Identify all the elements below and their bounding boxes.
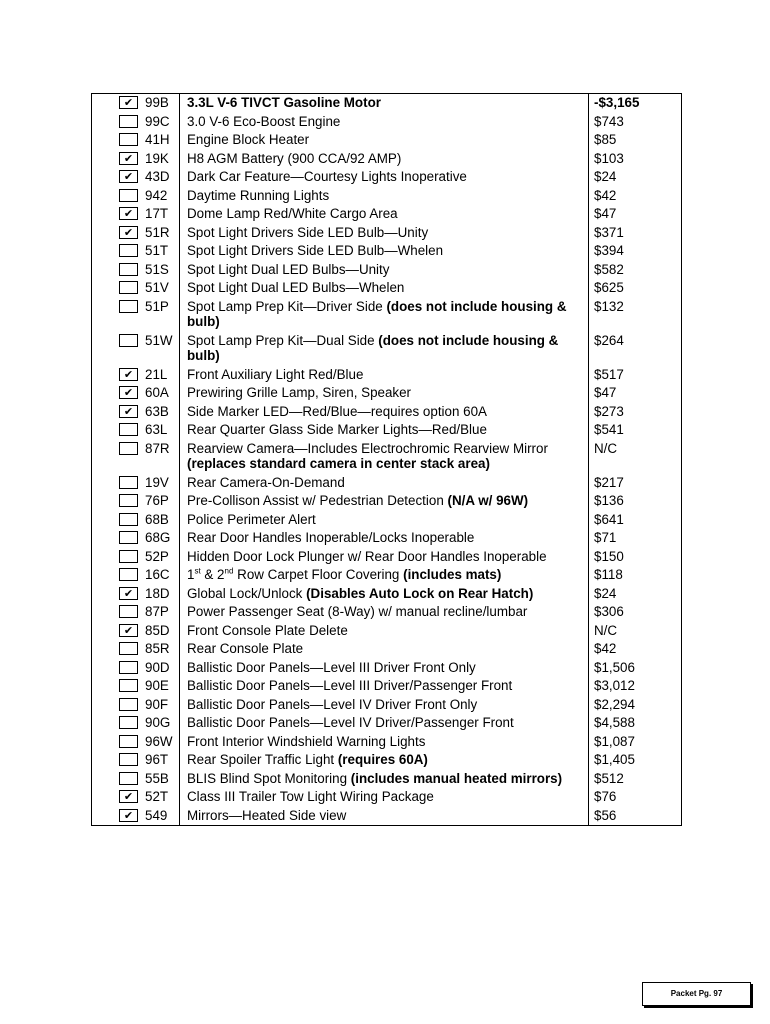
option-rows (92, 94, 682, 826)
option-row (92, 548, 682, 567)
option-checkbox[interactable] (119, 513, 138, 526)
option-description (180, 187, 589, 206)
option-description (180, 807, 589, 826)
description-segment: Front Interior Windshield Warning Lights (187, 733, 426, 749)
checkmark-icon: ✔ (123, 367, 134, 381)
option-checkbox[interactable] (119, 281, 138, 294)
option-code: 19K (145, 150, 169, 166)
option-price: $394 (589, 242, 682, 261)
option-code-cell (92, 150, 180, 169)
option-price: $306 (589, 603, 682, 622)
option-price: $371 (589, 224, 682, 243)
option-price: $582 (589, 261, 682, 280)
option-code: 51W (145, 332, 173, 348)
option-code: 63L (145, 422, 168, 437)
description-segment: Ballistic Door Panels—Level III Driver Front Only (187, 659, 476, 675)
option-code: 51R (145, 224, 170, 240)
option-checkbox[interactable] (119, 115, 138, 128)
option-checkbox[interactable] (119, 300, 138, 313)
option-checkbox[interactable] (119, 226, 138, 239)
checkmark-icon: ✔ (123, 790, 134, 803)
option-description (180, 279, 589, 298)
description-segment: nd (224, 566, 234, 576)
option-price: $641 (589, 511, 682, 530)
option-code-cell (92, 279, 180, 298)
option-row (92, 94, 682, 113)
option-code-cell (92, 733, 180, 752)
option-row (92, 150, 682, 169)
option-description (180, 770, 589, 789)
option-description (180, 403, 589, 422)
option-code: 55B (145, 770, 169, 786)
option-row (92, 585, 682, 604)
description-segment: Global Lock/Unlock (187, 585, 307, 601)
option-checkbox[interactable] (119, 170, 138, 183)
option-price: $4,588 (589, 714, 682, 733)
option-price: $1,087 (589, 733, 682, 752)
option-description (180, 677, 589, 696)
option-code-cell (92, 659, 180, 678)
option-row (92, 603, 682, 622)
option-code-cell (92, 366, 180, 385)
description-segment: Spot Lamp Prep Kit—Dual Side (187, 332, 379, 348)
description-segment: Dark Car Feature—Courtesy Lights Inoperative (187, 169, 467, 184)
checkmark-icon: ✔ (123, 623, 134, 637)
option-checkbox[interactable] (119, 133, 138, 146)
description-segment: (includes mats) (403, 567, 502, 582)
option-description (180, 714, 589, 733)
option-row (92, 751, 682, 770)
option-code: 51V (145, 280, 169, 295)
option-description (180, 548, 589, 567)
option-code-cell (92, 384, 180, 403)
description-segment: (requires 60A) (337, 752, 428, 767)
option-code: 18D (145, 585, 170, 601)
option-code: 52T (145, 789, 169, 804)
option-code-cell (92, 788, 180, 807)
option-description (180, 298, 589, 332)
options-table (91, 93, 682, 826)
option-description (180, 788, 589, 807)
option-description (180, 492, 589, 511)
option-row (92, 733, 682, 752)
option-checkbox[interactable] (119, 605, 138, 618)
option-row (92, 566, 682, 585)
description-segment: Engine Block Heater (187, 132, 310, 147)
description-segment: (N/A w/ 96W) (447, 493, 529, 508)
option-row (92, 332, 682, 366)
option-checkbox[interactable] (119, 96, 138, 109)
checkmark-icon: ✔ (123, 808, 134, 822)
option-checkbox[interactable] (119, 476, 138, 489)
option-code: 76P (145, 493, 169, 508)
option-checkbox[interactable] (119, 550, 138, 563)
option-price: $47 (589, 205, 682, 224)
option-description (180, 474, 589, 493)
option-code-cell (92, 242, 180, 261)
option-description (180, 261, 589, 280)
description-segment: Spot Light Drivers Side LED Bulb—Whelen (187, 243, 444, 258)
option-description (180, 131, 589, 150)
option-code-cell (92, 421, 180, 440)
description-segment: Daytime Running Lights (187, 187, 330, 203)
option-code-cell (92, 714, 180, 733)
option-row (92, 421, 682, 440)
option-code: 942 (145, 187, 168, 203)
description-segment: Ballistic Door Panels—Level III Driver/Passenger Front (187, 678, 513, 693)
description-segment: (Disables Auto Lock on Rear Hatch) (306, 585, 534, 601)
option-code: 87R (145, 440, 170, 456)
option-code-cell (92, 511, 180, 530)
option-code-cell (92, 566, 180, 585)
option-row (92, 788, 682, 807)
option-price: $512 (589, 770, 682, 789)
description-segment: Dome Lamp Red/White Cargo Area (187, 206, 398, 221)
description-segment: Class III Trailer Tow Light Wiring Package (187, 789, 434, 804)
checkmark-icon: ✔ (123, 170, 134, 183)
option-checkbox[interactable] (119, 642, 138, 655)
option-description (180, 733, 589, 752)
description-segment: Rear Quarter Glass Side Marker Lights—Red/Blue (187, 422, 487, 437)
option-row (92, 511, 682, 530)
option-price: $3,012 (589, 677, 682, 696)
option-checkbox[interactable] (119, 442, 138, 455)
option-checkbox[interactable] (119, 679, 138, 692)
option-checkbox[interactable] (119, 334, 138, 347)
option-description (180, 566, 589, 585)
option-code: 96W (145, 733, 173, 749)
option-price: $273 (589, 403, 682, 422)
option-description (180, 224, 589, 243)
option-row (92, 224, 682, 243)
option-code: 19V (145, 474, 169, 490)
option-description (180, 113, 589, 132)
option-row (92, 770, 682, 789)
description-segment: (includes manual heated mirrors) (350, 770, 563, 786)
option-description (180, 421, 589, 440)
option-checkbox[interactable] (119, 790, 138, 803)
option-row (92, 298, 682, 332)
option-row (92, 205, 682, 224)
packet-page-label: Packet Pg. 97 (642, 982, 751, 1006)
checkmark-icon: ✔ (123, 96, 134, 109)
option-price: $103 (589, 150, 682, 169)
description-segment: Prewiring Grille Lamp, Siren, Speaker (187, 385, 412, 400)
checkmark-icon: ✔ (123, 386, 134, 399)
option-price: $1,506 (589, 659, 682, 678)
option-price: $2,294 (589, 696, 682, 715)
option-price: -$3,165 (589, 94, 682, 113)
checkmark-icon: ✔ (123, 586, 134, 600)
description-segment: Rear Camera-On-Demand (187, 474, 345, 490)
option-price: N/C (589, 622, 682, 641)
description-segment: 3.3L V-6 TIVCT Gasoline Motor (187, 95, 381, 110)
option-code: 17T (145, 206, 169, 221)
option-code-cell (92, 205, 180, 224)
option-checkbox[interactable] (119, 772, 138, 785)
option-checkbox[interactable] (119, 263, 138, 276)
option-description (180, 168, 589, 187)
description-segment: H8 AGM Battery (900 CCA/92 AMP) (187, 150, 402, 166)
option-code-cell (92, 603, 180, 622)
option-description (180, 696, 589, 715)
option-code: 90F (145, 696, 169, 712)
option-code: 549 (145, 807, 168, 823)
option-price: $42 (589, 640, 682, 659)
option-code-cell (92, 440, 180, 474)
option-checkbox[interactable] (119, 423, 138, 436)
option-checkbox[interactable] (119, 152, 138, 165)
description-segment: 3.0 V-6 Eco-Boost Engine (187, 113, 341, 129)
option-description (180, 511, 589, 530)
option-price: $217 (589, 474, 682, 493)
option-row (92, 187, 682, 206)
option-code-cell (92, 332, 180, 366)
option-checkbox[interactable] (119, 698, 138, 711)
option-description (180, 622, 589, 641)
option-checkbox[interactable] (119, 568, 138, 581)
description-segment: Power Passenger Seat (8-Way) w/ manual recline/lumbar (187, 604, 528, 619)
option-price: $1,405 (589, 751, 682, 770)
description-segment: Rear Spoiler Traffic Light (187, 752, 338, 767)
description-segment: & 2 (200, 567, 225, 582)
option-price: N/C (589, 440, 682, 474)
option-code-cell (92, 113, 180, 132)
option-price: $150 (589, 548, 682, 567)
option-code: 51P (145, 298, 169, 314)
option-description (180, 332, 589, 366)
description-segment: Rear Door Handles Inoperable/Locks Inoperable (187, 530, 475, 545)
option-code-cell (92, 751, 180, 770)
option-checkbox[interactable] (119, 531, 138, 544)
option-checkbox[interactable] (119, 809, 138, 822)
option-row (92, 696, 682, 715)
option-code: 90E (145, 678, 169, 693)
option-checkbox[interactable] (119, 753, 138, 766)
option-price: $85 (589, 131, 682, 150)
option-checkbox[interactable] (119, 716, 138, 729)
description-segment: Rearview Camera—Includes Electrochromic Rearview Mirror (187, 440, 548, 456)
option-price: $56 (589, 807, 682, 826)
option-code-cell (92, 770, 180, 789)
option-code-cell (92, 224, 180, 243)
description-segment: BLIS Blind Spot Monitoring (187, 770, 351, 786)
option-code: 41H (145, 132, 170, 147)
option-code: 16C (145, 567, 170, 582)
description-segment: Front Auxiliary Light Red/Blue (187, 366, 364, 382)
option-code: 90D (145, 659, 170, 675)
option-code-cell (92, 187, 180, 206)
description-segment: Ballistic Door Panels—Level IV Driver/Passenger Front (187, 715, 514, 730)
option-description (180, 529, 589, 548)
option-code: 87P (145, 604, 169, 619)
option-row (92, 384, 682, 403)
option-price: $47 (589, 384, 682, 403)
option-description (180, 94, 589, 113)
option-description (180, 384, 589, 403)
option-description (180, 585, 589, 604)
description-segment: Ballistic Door Panels—Level IV Driver Front Only (187, 696, 478, 712)
description-segment: (does not include housing & bulb) (187, 298, 567, 329)
option-row (92, 403, 682, 422)
option-row (92, 113, 682, 132)
option-description (180, 751, 589, 770)
option-code: 85R (145, 641, 170, 656)
option-row (92, 714, 682, 733)
option-code-cell (92, 677, 180, 696)
option-code-cell (92, 474, 180, 493)
description-segment: (does not include housing & bulb) (187, 332, 559, 363)
option-code-cell (92, 298, 180, 332)
description-segment: (replaces standard camera in center stack area) (187, 456, 490, 471)
option-description (180, 659, 589, 678)
option-description (180, 640, 589, 659)
description-segment: Side Marker LED—Red/Blue—requires option 60A (187, 403, 487, 419)
option-row (92, 529, 682, 548)
option-code: 96T (145, 752, 169, 767)
option-row (92, 440, 682, 474)
option-code-cell (92, 261, 180, 280)
option-code: 99B (145, 95, 169, 110)
option-code: 21L (145, 366, 168, 382)
option-code-cell (92, 492, 180, 511)
description-segment: Row Carpet Floor Covering (233, 567, 404, 582)
option-code-cell (92, 640, 180, 659)
option-code: 51T (145, 243, 169, 258)
description-segment: Spot Light Drivers Side LED Bulb—Unity (187, 224, 429, 240)
description-segment: 1 (187, 567, 195, 582)
option-price: $136 (589, 492, 682, 511)
option-row (92, 659, 682, 678)
option-row (92, 807, 682, 826)
option-code-cell (92, 168, 180, 187)
option-price: $42 (589, 187, 682, 206)
option-row (92, 640, 682, 659)
description-segment: Mirrors—Heated Side view (187, 807, 347, 823)
description-segment: Spot Light Dual LED Bulbs—Whelen (187, 280, 405, 295)
option-code-cell (92, 94, 180, 113)
option-code: 51S (145, 261, 169, 277)
description-segment: Hidden Door Lock Plunger w/ Rear Door Handles Inoperable (187, 548, 547, 564)
option-row (92, 366, 682, 385)
option-price: $264 (589, 332, 682, 366)
option-row (92, 242, 682, 261)
checkmark-icon: ✔ (123, 225, 134, 239)
option-code: 63B (145, 403, 169, 419)
option-code-cell (92, 529, 180, 548)
option-price: $625 (589, 279, 682, 298)
option-row (92, 474, 682, 493)
option-row (92, 677, 682, 696)
option-price: $541 (589, 421, 682, 440)
option-row (92, 492, 682, 511)
option-price: $71 (589, 529, 682, 548)
option-code-cell (92, 622, 180, 641)
option-code-cell (92, 807, 180, 826)
option-checkbox[interactable] (119, 386, 138, 399)
option-price: $24 (589, 168, 682, 187)
option-description (180, 440, 589, 474)
option-checkbox[interactable] (119, 624, 138, 637)
description-segment: Spot Lamp Prep Kit—Driver Side (187, 298, 387, 314)
option-row (92, 168, 682, 187)
option-code: 85D (145, 622, 170, 638)
option-code-cell (92, 585, 180, 604)
description-segment: Front Console Plate Delete (187, 622, 348, 638)
option-code: 60A (145, 385, 169, 400)
option-checkbox[interactable] (119, 735, 138, 748)
option-price: $517 (589, 366, 682, 385)
checkmark-icon: ✔ (123, 404, 134, 418)
option-description (180, 366, 589, 385)
description-segment: st (194, 566, 201, 576)
option-price: $118 (589, 566, 682, 585)
option-row (92, 131, 682, 150)
description-segment: Spot Light Dual LED Bulbs—Unity (187, 261, 390, 277)
option-row (92, 261, 682, 280)
option-code-cell (92, 403, 180, 422)
checkmark-icon: ✔ (123, 151, 134, 165)
option-row (92, 279, 682, 298)
option-checkbox[interactable] (119, 587, 138, 600)
option-code-cell (92, 696, 180, 715)
option-code-cell (92, 548, 180, 567)
option-description (180, 205, 589, 224)
option-description (180, 603, 589, 622)
option-price: $743 (589, 113, 682, 132)
option-code: 99C (145, 113, 170, 129)
option-code-cell (92, 131, 180, 150)
option-checkbox[interactable] (119, 244, 138, 257)
description-segment: Police Perimeter Alert (187, 511, 316, 527)
option-price: $24 (589, 585, 682, 604)
option-code: 52P (145, 548, 169, 564)
option-checkbox[interactable] (119, 189, 138, 202)
option-checkbox[interactable] (119, 207, 138, 220)
option-checkbox[interactable] (119, 494, 138, 507)
description-segment: Pre-Collison Assist w/ Pedestrian Detection (187, 493, 448, 508)
option-code: 68G (145, 530, 171, 545)
option-price: $76 (589, 788, 682, 807)
option-description (180, 150, 589, 169)
option-price: $132 (589, 298, 682, 332)
option-code: 90G (145, 715, 171, 730)
description-segment: Rear Console Plate (187, 641, 304, 656)
option-checkbox[interactable] (119, 661, 138, 674)
option-description (180, 242, 589, 261)
option-code: 68B (145, 511, 169, 527)
option-code: 43D (145, 169, 170, 184)
option-row (92, 622, 682, 641)
checkmark-icon: ✔ (123, 207, 134, 220)
option-checkbox[interactable] (119, 368, 138, 381)
option-checkbox[interactable] (119, 405, 138, 418)
